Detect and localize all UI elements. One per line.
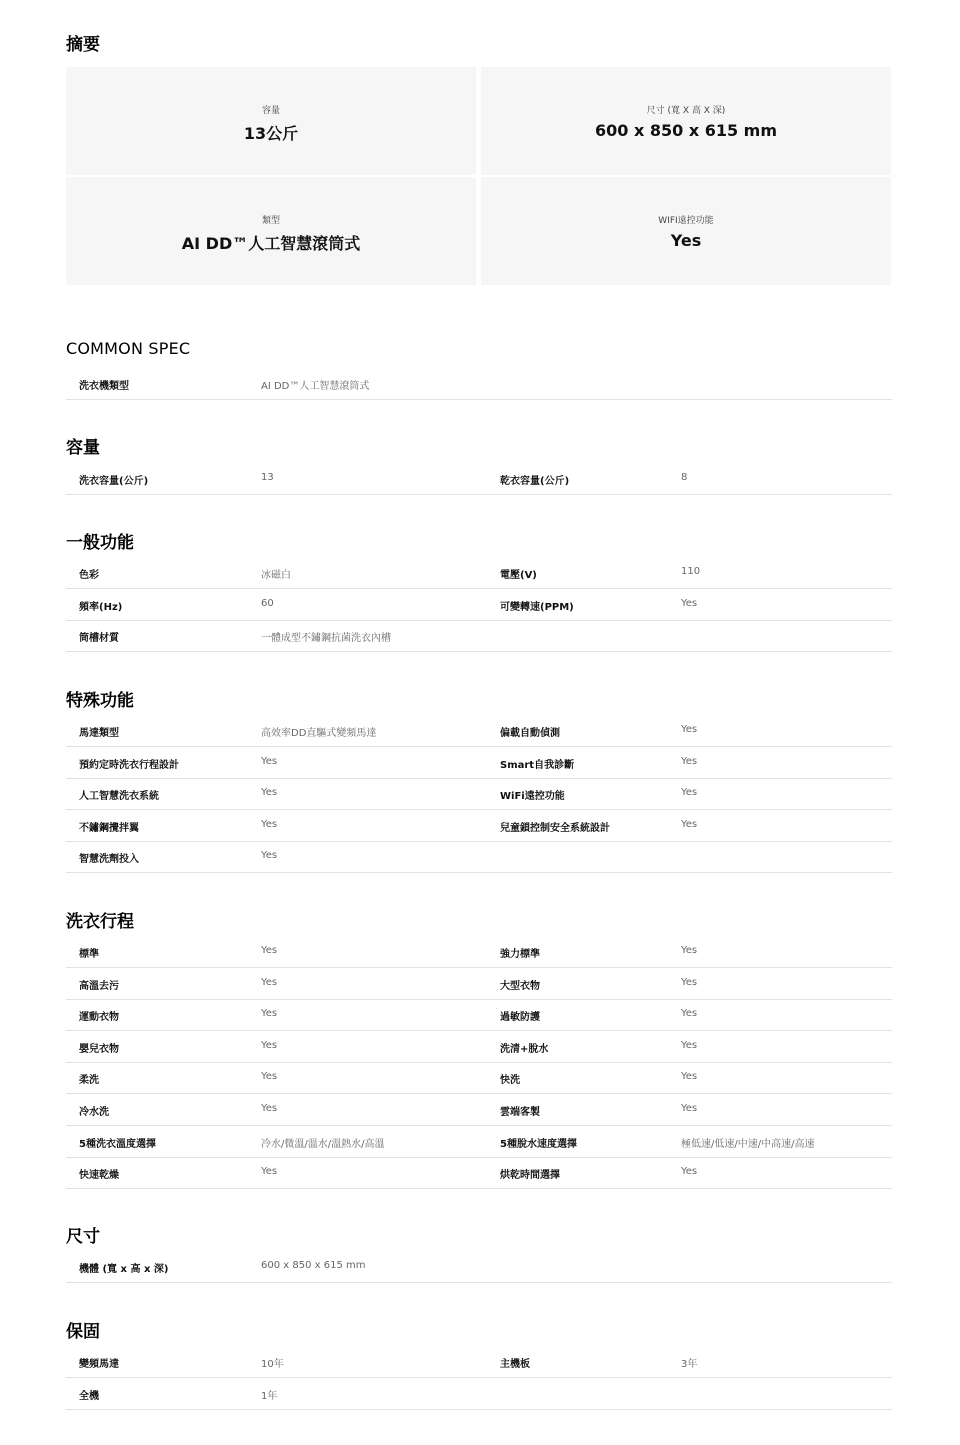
spec-value: 13	[261, 472, 274, 483]
spec-row	[66, 589, 892, 621]
spec-value: 高效率DD直驅式變頻馬達	[261, 728, 377, 739]
summary-label: 尺寸 (寬 X 高 X 深)	[646, 106, 726, 116]
summary-value: Yes	[670, 231, 702, 250]
spec-key: 標準	[79, 949, 99, 960]
spec-value: 冷水/微溫/溫水/溫熱水/高溫	[261, 1139, 385, 1150]
spec-key: 預約定時洗衣行程設計	[79, 760, 179, 771]
summary-title: 摘要	[66, 35, 100, 55]
spec-key: Smart自我診斷	[500, 760, 575, 771]
spec-row	[66, 778, 892, 810]
spec-key: 運動衣物	[79, 1012, 119, 1023]
section-title: 保固	[66, 1322, 100, 1342]
spec-key: 筒槽材質	[79, 633, 119, 644]
spec-value: Yes	[261, 1071, 278, 1082]
section-title: 特殊功能	[66, 691, 134, 711]
spec-value: Yes	[681, 977, 698, 988]
spec-value: 600 x 850 x 615 mm	[261, 1260, 366, 1271]
spec-row	[66, 747, 892, 779]
summary-label: 類型	[261, 216, 280, 226]
spec-row	[66, 810, 892, 842]
spec-value: Yes	[681, 1103, 698, 1114]
summary-cell-dimensions	[481, 67, 891, 175]
spec-row	[66, 841, 892, 873]
spec-value: 冰磁白	[261, 570, 291, 581]
summary-cell-wifi	[481, 177, 891, 285]
spec-key: 高溫去污	[79, 981, 119, 992]
spec-key: 變頻馬達	[79, 1359, 119, 1370]
spec-key: 色彩	[79, 570, 99, 581]
spec-value: Yes	[261, 945, 278, 956]
spec-value: Yes	[261, 1166, 278, 1177]
summary-cell-type	[66, 177, 476, 285]
spec-value: Yes	[681, 787, 698, 798]
spec-key: 不鏽鋼攪拌翼	[79, 823, 139, 834]
spec-row	[66, 1094, 892, 1126]
spec-value: Yes	[261, 787, 278, 798]
spec-row	[66, 1157, 892, 1189]
spec-key: 洗衣機類型	[79, 381, 129, 392]
summary-label: 容量	[261, 106, 280, 116]
summary-cell-capacity	[66, 67, 476, 175]
spec-key: 大型衣物	[500, 981, 540, 992]
spec-value: 8	[681, 472, 688, 483]
spec-key: 雲端客製	[500, 1107, 540, 1118]
spec-key: WiFi遠控功能	[500, 791, 565, 802]
spec-value: Yes	[261, 756, 278, 767]
spec-value: Yes	[681, 1166, 698, 1177]
spec-value: Yes	[681, 945, 698, 956]
spec-key: 偏載自動偵測	[500, 728, 560, 739]
spec-row	[66, 1346, 892, 1378]
spec-row	[66, 368, 892, 400]
spec-key: 柔洗	[79, 1075, 99, 1086]
summary-value: 13公斤	[243, 124, 299, 143]
spec-key: 頻率(Hz)	[79, 602, 123, 613]
spec-key: 全機	[79, 1391, 99, 1402]
spec-key: 兒童鎖控制安全系統設計	[500, 823, 610, 834]
spec-key: 過敏防護	[500, 1012, 540, 1023]
spec-row	[66, 1062, 892, 1094]
summary-label: WIFI遠控功能	[658, 216, 714, 226]
spec-value: 10年	[261, 1359, 284, 1370]
spec-key: 馬達類型	[79, 728, 119, 739]
spec-key: 烘乾時間選擇	[500, 1170, 560, 1181]
section-title: COMMON SPEC	[66, 339, 191, 358]
spec-key: 洗清+脫水	[500, 1044, 549, 1055]
spec-row	[66, 968, 892, 1000]
spec-value: Yes	[681, 724, 698, 735]
section-title: 洗衣行程	[66, 912, 134, 932]
spec-value: Yes	[261, 819, 278, 830]
spec-row	[66, 715, 892, 747]
spec-key: 機體 (寬 x 高 x 深)	[79, 1264, 169, 1275]
spec-key: 冷水洗	[79, 1107, 109, 1118]
spec-value: Yes	[681, 756, 698, 767]
spec-value: Yes	[261, 850, 278, 861]
spec-row	[66, 1251, 892, 1283]
spec-row	[66, 557, 892, 589]
section-title: 一般功能	[66, 533, 134, 553]
spec-value: Yes	[681, 598, 698, 609]
spec-key: 快速乾燥	[79, 1170, 119, 1181]
summary-value: 600 x 850 x 615 mm	[594, 121, 778, 140]
spec-key: 嬰兒衣物	[79, 1044, 119, 1055]
spec-key: 智慧洗劑投入	[79, 854, 139, 865]
spec-value: 60	[261, 598, 274, 609]
spec-value: Yes	[261, 1008, 278, 1019]
spec-value: 一體成型不鏽鋼抗菌洗衣內槽	[261, 633, 391, 644]
section-title: 容量	[66, 438, 100, 458]
spec-value: Yes	[681, 1071, 698, 1082]
spec-value: 極低速/低速/中速/中高速/高速	[681, 1139, 815, 1150]
spec-row	[66, 999, 892, 1031]
spec-row	[66, 463, 892, 495]
spec-value: Yes	[681, 1040, 698, 1051]
spec-key: 人工智慧洗衣系統	[79, 791, 159, 802]
spec-value: 3年	[681, 1359, 698, 1370]
spec-row	[66, 1031, 892, 1063]
spec-value: Yes	[681, 819, 698, 830]
spec-row	[66, 1378, 892, 1410]
spec-value: 1年	[261, 1391, 278, 1402]
section-title: 尺寸	[66, 1227, 100, 1247]
spec-value: Yes	[261, 977, 278, 988]
spec-value: Yes	[681, 1008, 698, 1019]
spec-key: 可變轉速(PPM)	[500, 602, 574, 613]
spec-key: 電壓(V)	[500, 570, 537, 581]
spec-row	[66, 620, 892, 652]
spec-value: Yes	[261, 1040, 278, 1051]
spec-value: Yes	[261, 1103, 278, 1114]
spec-key: 洗衣容量(公斤)	[79, 476, 149, 487]
spec-row	[66, 936, 892, 968]
spec-key: 快洗	[500, 1075, 520, 1086]
spec-key: 5種脫水速度選擇	[500, 1139, 577, 1150]
spec-row	[66, 1126, 892, 1158]
spec-value: AI DD™人工智慧滾筒式	[261, 381, 370, 392]
summary-value: AI DD™人工智慧滾筒式	[181, 234, 361, 253]
spec-value: 110	[681, 566, 701, 577]
spec-key: 乾衣容量(公斤)	[500, 476, 570, 487]
spec-key: 主機板	[500, 1359, 530, 1370]
spec-key: 強力標準	[500, 949, 540, 960]
spec-key: 5種洗衣溫度選擇	[79, 1139, 156, 1150]
